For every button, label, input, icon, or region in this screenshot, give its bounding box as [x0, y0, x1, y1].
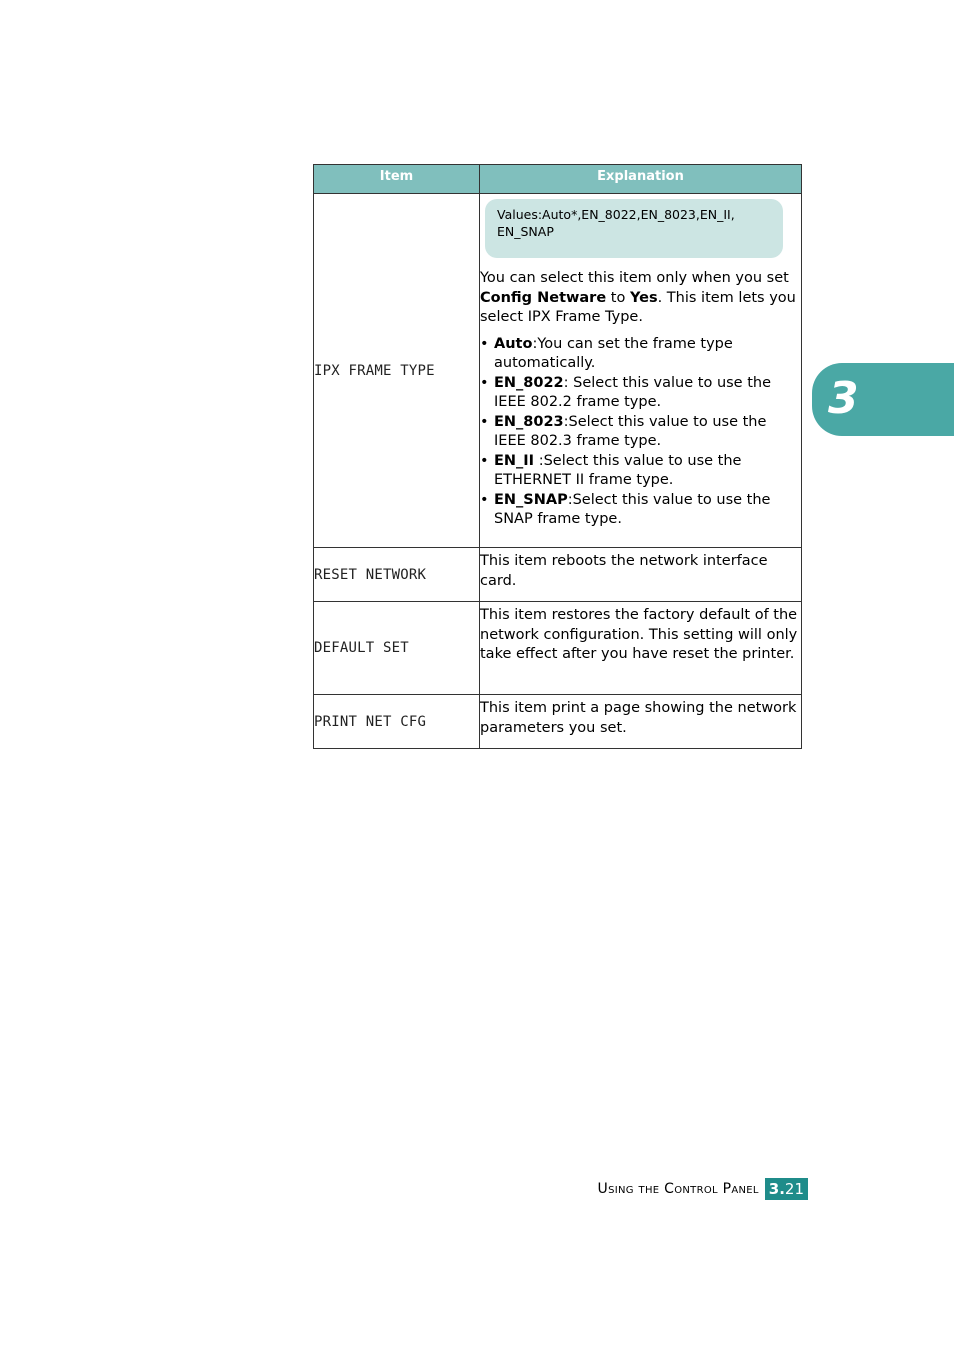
- option-desc: :Select this value to use the ETHERNET II frame type.: [494, 452, 742, 488]
- option-term: EN_SNAP: [494, 491, 568, 508]
- footer-title: Using the Control Panel: [597, 1181, 759, 1197]
- explanation-print-net-cfg: This item print a page showing the network parameters you set.: [480, 695, 802, 749]
- page-chapter: 3.: [768, 1180, 785, 1198]
- item-default-set: DEFAULT SET: [314, 602, 480, 695]
- list-item: [480, 491, 801, 530]
- list-item: [480, 413, 801, 452]
- option-term: EN_8023: [494, 413, 564, 430]
- option-desc: :You can set the frame type automatically.: [494, 335, 733, 371]
- values-box: [485, 199, 783, 258]
- explanation-reset-network: This item reboots the network interface card.: [480, 548, 802, 602]
- item-reset-network: RESET NETWORK: [314, 548, 480, 602]
- header-item: Item: [314, 165, 480, 194]
- list-item: [480, 374, 801, 413]
- ipx-intro: [480, 269, 801, 328]
- option-term: EN_8022: [494, 374, 564, 391]
- page-number: [765, 1178, 808, 1200]
- table-row: [314, 695, 802, 749]
- intro-bold-config-netware: Config Netware: [480, 289, 607, 306]
- values-line-1: Values:Auto*,EN_8022,EN_8023,EN_II,: [497, 207, 735, 222]
- intro-text-3: . This item lets you select IPX Frame Type.: [480, 289, 796, 325]
- explanation-default-set: This item restores the factory default of the network configuration. This setting will only take effect after you have reset the printer.: [480, 602, 802, 695]
- table-row: [314, 548, 802, 602]
- list-item: [480, 335, 801, 374]
- intro-text-1: You can select this item only when you set: [480, 270, 789, 286]
- menu-table: [313, 164, 802, 749]
- intro-bold-yes: Yes: [629, 289, 658, 306]
- option-term: EN_II: [494, 452, 535, 469]
- item-print-net-cfg: PRINT NET CFG: [314, 695, 480, 749]
- list-item: [480, 452, 801, 491]
- header-explanation: Explanation: [480, 165, 802, 194]
- page-footer: [598, 1178, 808, 1200]
- intro-text-2: to: [606, 289, 630, 306]
- option-desc: : Select this value to use the IEEE 802.2 frame type.: [494, 374, 772, 410]
- chapter-number: 3: [828, 373, 859, 424]
- chapter-tab: [812, 363, 954, 436]
- page-num: 21: [784, 1180, 804, 1198]
- table-header-row: [314, 165, 802, 194]
- option-desc: :Select this value to use the SNAP frame type.: [494, 491, 771, 527]
- table-row: [314, 602, 802, 695]
- values-line-2: EN_SNAP: [497, 224, 554, 239]
- explanation-ipx-frame-type: [480, 194, 802, 548]
- option-term: Auto: [494, 335, 533, 352]
- table-row: [314, 194, 802, 548]
- frame-type-options: [480, 335, 801, 530]
- item-ipx-frame-type: IPX FRAME TYPE: [314, 194, 480, 548]
- option-desc: :Select this value to use the IEEE 802.3 frame type.: [494, 413, 767, 449]
